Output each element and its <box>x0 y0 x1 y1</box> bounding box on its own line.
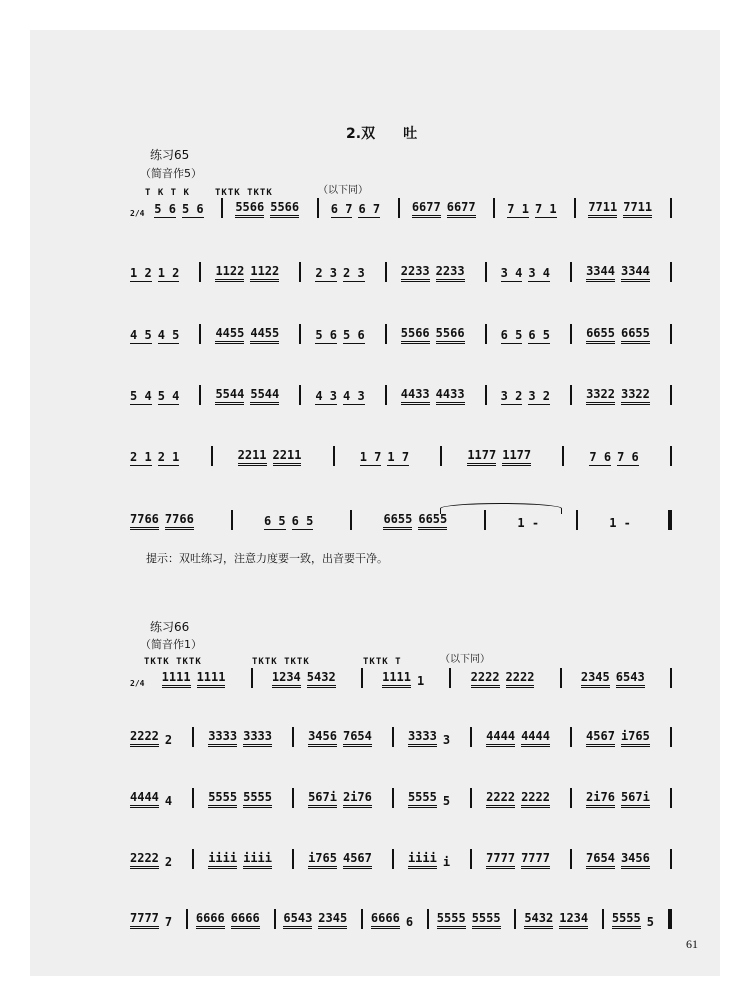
barline <box>292 727 294 747</box>
ex65-row <box>130 260 675 282</box>
measure <box>588 201 658 218</box>
note-group: 3 4 <box>500 266 523 280</box>
measure <box>586 852 656 869</box>
barline <box>317 198 319 218</box>
barline <box>670 262 672 282</box>
ex65-articulation-1: T K T K <box>145 188 190 198</box>
note-group: 3333 <box>208 730 237 747</box>
note-group: 2211 <box>273 449 302 466</box>
note-group: 2 3 <box>315 266 337 280</box>
barline <box>449 668 451 688</box>
note-group: 2222 <box>471 671 500 688</box>
note-group: 567i <box>308 791 337 808</box>
barline <box>292 788 294 808</box>
note-group: 6 5 <box>528 328 550 342</box>
note-group: 5432 <box>524 912 553 929</box>
measure <box>401 388 471 405</box>
barline <box>560 668 562 688</box>
measure <box>412 201 482 218</box>
measure <box>486 730 556 747</box>
ex65-row <box>130 322 675 344</box>
note-group: 3 2 <box>500 389 523 403</box>
barline <box>670 198 672 218</box>
ex65-row <box>130 508 675 530</box>
note-group: 3456 <box>621 852 650 869</box>
note-group: 2211 <box>238 449 267 466</box>
barline <box>493 198 495 218</box>
barline <box>574 198 576 218</box>
note-group: 7 6 <box>589 450 612 464</box>
note-group: 1177 <box>502 449 531 466</box>
note-group: 2345 <box>581 671 610 688</box>
barline <box>670 849 672 869</box>
note-group: 5555 <box>612 912 641 929</box>
note-group: 6677 <box>412 201 441 218</box>
note-group: 2222 <box>486 791 515 808</box>
note-group: 3 4 <box>528 266 550 280</box>
barline <box>398 198 400 218</box>
barline <box>570 262 572 282</box>
measure <box>501 329 556 344</box>
barline <box>602 909 604 929</box>
ex66-row <box>130 725 675 747</box>
note-group: iiii <box>243 852 272 869</box>
note-group: 6655 <box>621 327 650 344</box>
barline <box>192 788 194 808</box>
note-group: 4455 <box>215 327 244 344</box>
note-group: 5555 <box>408 791 437 808</box>
measure <box>581 671 651 688</box>
note-group: 6666 <box>231 912 260 929</box>
note-group: iiii <box>408 852 437 869</box>
measure <box>308 730 378 747</box>
note-group: 6677 <box>447 201 476 218</box>
note-group: 6666 <box>196 912 225 929</box>
barline <box>274 909 276 929</box>
measure <box>272 671 342 688</box>
barline <box>670 668 672 688</box>
note-group: 7711 <box>588 201 617 218</box>
note-group: 1 7 <box>359 450 382 464</box>
measure <box>208 730 278 747</box>
barline <box>221 198 223 218</box>
note-group: 4433 <box>436 388 465 405</box>
note-group: 1111 <box>197 671 226 688</box>
barline <box>392 788 394 808</box>
note-group: 5 4 <box>130 389 152 403</box>
barline <box>292 849 294 869</box>
note-group: 567i <box>621 791 650 808</box>
ex65-row <box>130 383 675 405</box>
note-group: 2 1 <box>157 450 180 464</box>
note-group: 4444 <box>486 730 515 747</box>
time-signature: 2/4 <box>130 679 145 688</box>
measure <box>208 791 278 808</box>
note-group: 2 <box>164 855 173 869</box>
note-group: 1 <box>417 674 425 688</box>
measure <box>586 265 656 282</box>
barline <box>570 849 572 869</box>
measure <box>401 265 471 282</box>
barline <box>570 385 572 405</box>
measure <box>371 912 419 929</box>
note-group: 6 7 <box>358 202 381 216</box>
barline <box>470 849 472 869</box>
measure <box>215 327 285 344</box>
note-group: 3333 <box>408 730 437 747</box>
note-group: 5 6 <box>343 328 365 342</box>
note-group: 4444 <box>521 730 550 747</box>
measure <box>130 791 178 808</box>
note-group: iiii <box>208 852 237 869</box>
note-group: 7 <box>164 915 173 929</box>
note-group: 2 1 <box>130 450 152 464</box>
measure <box>486 791 556 808</box>
final-barline <box>668 909 672 929</box>
measure <box>471 671 541 688</box>
barline <box>670 788 672 808</box>
measure <box>360 451 415 466</box>
time-signature: 2/4 <box>130 209 145 218</box>
note-group: 4567 <box>586 730 615 747</box>
barline <box>350 510 352 530</box>
exercise-66-label: 练习66 <box>150 620 190 634</box>
note-group: 3344 <box>586 265 615 282</box>
ex66-same-below-note: （以下同） <box>440 654 490 665</box>
exercise-65-label: 练习65 <box>150 148 190 162</box>
note-group: 1122 <box>215 265 244 282</box>
note-group: 5566 <box>401 327 430 344</box>
note-group: 6 5 <box>263 514 286 528</box>
measure <box>215 265 285 282</box>
ex66-row <box>130 907 675 929</box>
measure <box>467 449 537 466</box>
ex66-row <box>130 847 675 869</box>
measure <box>331 203 386 218</box>
note-group: 3456 <box>308 730 337 747</box>
measure <box>586 388 656 405</box>
measure <box>507 203 562 218</box>
note-group: 5 <box>442 794 451 808</box>
exercise-65-key: （简音作5） <box>140 167 202 180</box>
barline <box>251 668 253 688</box>
note-group: 5 6 <box>154 202 176 216</box>
measure <box>215 388 285 405</box>
measure <box>130 451 185 466</box>
note-group: 4 5 <box>130 328 152 342</box>
barline <box>299 324 301 344</box>
note-group: 7 6 <box>617 450 639 464</box>
measure <box>308 852 378 869</box>
measure <box>382 671 430 688</box>
barline <box>385 324 387 344</box>
note-group: 7777 <box>486 852 515 869</box>
measure <box>315 329 370 344</box>
note-group: 2i76 <box>343 791 372 808</box>
barline <box>670 385 672 405</box>
barline <box>192 727 194 747</box>
measure <box>524 912 594 929</box>
measure <box>586 791 656 808</box>
measure <box>196 912 266 929</box>
measure <box>130 852 178 869</box>
measure <box>238 449 308 466</box>
measure <box>130 513 200 530</box>
note-group: 6543 <box>283 912 312 929</box>
note-group: 5555 <box>243 791 272 808</box>
barline <box>186 909 188 929</box>
note-group: 2233 <box>401 265 430 282</box>
note-group: 4567 <box>343 852 372 869</box>
barline <box>299 385 301 405</box>
barline <box>670 324 672 344</box>
note-group: 4 <box>164 794 173 808</box>
barline <box>440 446 442 466</box>
measure <box>612 912 660 929</box>
barline <box>514 909 516 929</box>
note-group: 5566 <box>270 201 299 218</box>
note-group: 5544 <box>215 388 244 405</box>
barline <box>385 385 387 405</box>
note-group: i <box>442 855 451 869</box>
barline <box>427 909 429 929</box>
note-group: 4444 <box>130 791 159 808</box>
note-group: 2345 <box>318 912 347 929</box>
barline <box>199 262 201 282</box>
note-group: 1 2 <box>130 266 152 280</box>
measure <box>130 390 185 405</box>
note-group: 5 6 <box>181 202 204 216</box>
note-group: 7711 <box>623 201 652 218</box>
barline <box>192 849 194 869</box>
note-group: i765 <box>621 730 650 747</box>
measure <box>208 852 278 869</box>
note-group: 4 3 <box>343 389 365 403</box>
ex65-tie <box>440 503 562 514</box>
note-group: 1 - <box>609 516 631 530</box>
note-group: 1111 <box>382 671 411 688</box>
title-number: 2. <box>346 126 362 142</box>
barline <box>670 446 672 466</box>
title-part1: 双 <box>361 126 376 142</box>
barline <box>570 727 572 747</box>
score-page <box>30 30 720 976</box>
note-group: 4 3 <box>315 389 337 403</box>
note-group: 3322 <box>586 388 615 405</box>
note-group: 5566 <box>436 327 465 344</box>
note-group: 5 <box>646 915 654 929</box>
measure <box>130 730 178 747</box>
measure <box>235 201 305 218</box>
barline <box>333 446 335 466</box>
measure <box>315 390 370 405</box>
ex66-articulation-1: TKTK TKTK <box>144 657 202 667</box>
note-group: 6655 <box>383 513 412 530</box>
measure <box>401 327 471 344</box>
barline <box>199 324 201 344</box>
note-group: 4455 <box>250 327 279 344</box>
note-group: 5544 <box>250 388 279 405</box>
measure <box>130 329 185 344</box>
measure <box>408 791 456 808</box>
note-group: 4433 <box>401 388 430 405</box>
barline <box>470 727 472 747</box>
note-group: 5 6 <box>315 328 337 342</box>
section-title <box>346 123 417 143</box>
note-group: 6543 <box>616 671 645 688</box>
note-group: 3322 <box>621 388 650 405</box>
final-barline <box>668 510 672 530</box>
measure <box>501 267 556 282</box>
measure <box>486 852 556 869</box>
note-group: 2233 <box>436 265 465 282</box>
measure <box>586 327 656 344</box>
barline <box>361 668 363 688</box>
note-group: 3344 <box>621 265 650 282</box>
note-group: 2 <box>164 733 173 747</box>
barline <box>392 727 394 747</box>
note-group: 7654 <box>586 852 615 869</box>
measure <box>408 852 456 869</box>
measure <box>315 267 370 282</box>
exercise-65-hint: 提示：双吐练习，注意力度要一致，出音要干净。 <box>146 552 388 565</box>
ex65-row <box>130 444 675 466</box>
measure <box>283 912 353 929</box>
measure <box>609 517 637 530</box>
measure <box>586 730 656 747</box>
barline <box>231 510 233 530</box>
note-group: 5555 <box>437 912 466 929</box>
note-group: 6 7 <box>330 202 353 216</box>
measure <box>408 730 456 747</box>
note-group: 2222 <box>506 671 535 688</box>
note-group: 5432 <box>307 671 336 688</box>
barline <box>570 324 572 344</box>
note-group: 2i76 <box>586 791 615 808</box>
note-group: 7777 <box>130 912 159 929</box>
barline <box>470 788 472 808</box>
note-group: 1122 <box>250 265 279 282</box>
barline <box>199 385 201 405</box>
title-part2: 吐 <box>403 126 418 142</box>
note-group: 2 3 <box>343 266 365 280</box>
note-group: 1 - <box>517 516 540 530</box>
ex65-same-below-note: （以下同） <box>318 185 368 196</box>
note-group: 1 2 <box>157 266 180 280</box>
measure <box>517 517 545 530</box>
note-group: 5555 <box>208 791 237 808</box>
barline <box>385 262 387 282</box>
note-group: 6655 <box>418 513 447 530</box>
ex66-row <box>130 666 675 688</box>
note-group: 2222 <box>130 852 159 869</box>
note-group: 1177 <box>467 449 496 466</box>
measure <box>437 912 507 929</box>
barline <box>562 446 564 466</box>
note-group: 2222 <box>521 791 550 808</box>
note-group: 6666 <box>371 912 400 929</box>
ex65-row <box>130 196 675 218</box>
note-group: 7766 <box>165 513 194 530</box>
ex65-articulation-2: TKTK TKTK <box>215 188 273 198</box>
note-group: 1234 <box>559 912 588 929</box>
barline <box>485 262 487 282</box>
note-group: 6 5 <box>291 514 314 528</box>
barline <box>576 510 578 530</box>
barline <box>485 324 487 344</box>
ex66-articulation-3: TKTK T <box>363 657 402 667</box>
note-group: 3 <box>442 733 451 747</box>
barline <box>392 849 394 869</box>
note-group: 3 2 <box>528 389 550 403</box>
measure <box>154 203 209 218</box>
note-group: 7654 <box>343 730 372 747</box>
note-group: 5555 <box>472 912 501 929</box>
note-group: i765 <box>308 852 337 869</box>
measure <box>130 912 178 929</box>
note-group: 7 1 <box>507 202 529 216</box>
note-group: 7 1 <box>534 202 557 216</box>
page-number: 61 <box>686 937 698 951</box>
measure <box>308 791 378 808</box>
note-group: 2222 <box>130 730 159 747</box>
ex66-row <box>130 786 675 808</box>
note-group: 6 5 <box>500 328 523 342</box>
note-group: 1111 <box>162 671 191 688</box>
barline <box>570 788 572 808</box>
barline <box>485 385 487 405</box>
note-group: 4 5 <box>157 328 180 342</box>
note-group: 7777 <box>521 852 550 869</box>
measure <box>130 267 185 282</box>
note-group: 6655 <box>586 327 615 344</box>
barline <box>211 446 213 466</box>
note-group: 7766 <box>130 513 159 530</box>
measure <box>383 513 453 530</box>
note-group: 1234 <box>272 671 301 688</box>
exercise-66-key: （简音作1） <box>140 638 202 651</box>
note-group: 3333 <box>243 730 272 747</box>
barline <box>670 727 672 747</box>
measure <box>501 390 556 405</box>
note-group: 5 4 <box>157 389 180 403</box>
measure <box>589 451 644 466</box>
barline <box>299 262 301 282</box>
note-group: 6 <box>405 915 414 929</box>
ex66-articulation-2: TKTK TKTK <box>252 657 310 667</box>
note-group: 1 7 <box>387 450 410 464</box>
barline <box>361 909 363 929</box>
measure <box>264 515 319 530</box>
measure <box>162 671 232 688</box>
note-group: 5566 <box>235 201 264 218</box>
